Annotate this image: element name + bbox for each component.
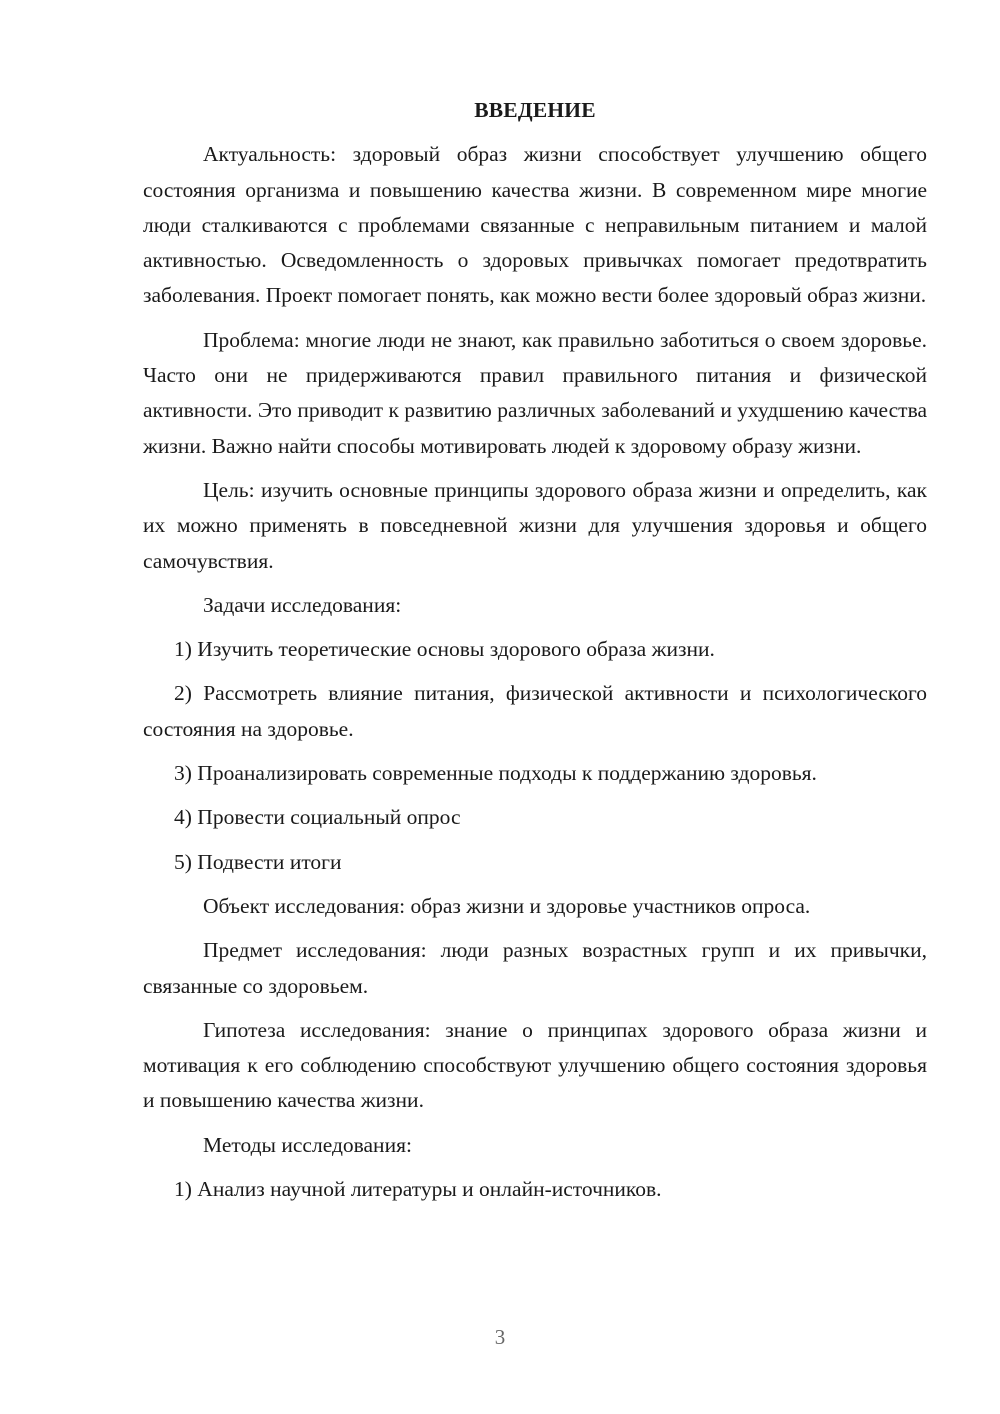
methods-heading: Методы исследования: [203,1132,412,1157]
hypothesis-paragraph: Гипотеза исследования: знание о принципах здорового образа жизни и мотивация к его соблюдению способствуют улучшению общего состояния здоровья и повышению качества жизни. [143,1017,927,1113]
relevance-paragraph: Актуальность: здоровый образ жизни способствует улучшению общего состояния организма и повышению качества жизни. В современном мире многие люди сталкиваются с проблемами связанные с неправильным питанием и малой активностью. Осведомленность о здоровых привычках помогает предотвратить заболевания. Проект помогает понять, как можно вести более здоровый образ жизни. [143,142,927,308]
task-number: 5) [174,849,192,874]
task-item-5 [143,845,927,880]
task-item-3 [143,756,927,791]
task-number: 1) [174,637,192,662]
tasks-heading: Задачи исследования: [203,592,402,617]
task-item-1 [143,632,927,667]
method-text: Анализ научной литературы и онлайн-источников. [197,1177,662,1202]
method-number: 1) [174,1177,192,1202]
page-title: ВВЕДЕНИЕ [474,98,596,122]
task-item-4 [143,800,927,835]
task-number: 2) [174,681,192,706]
page-number: 3 [494,1325,506,1349]
task-text: Провести социальный опрос [197,805,461,830]
task-number: 4) [174,805,192,830]
task-text: Подвести итоги [197,849,342,874]
goal-paragraph: Цель: изучить основные принципы здорового образа жизни и определить, как их можно применять в повседневной жизни для улучшения здоровья и общего самочувствия. [143,477,927,573]
method-item-1 [143,1172,927,1207]
subject-paragraph: Предмет исследования: люди разных возрастных групп и их привычки, связанные со здоровьем. [143,938,927,998]
object-paragraph: Объект исследования: образ жизни и здоровье участников опроса. [203,893,811,918]
task-text: Рассмотреть влияние питания, физической активности и психологического состояния на здоровье. [143,681,927,741]
task-text: Проанализировать современные подходы к поддержанию здоровья. [197,761,817,786]
task-number: 3) [174,761,192,786]
document-page [143,93,927,1216]
task-text: Изучить теоретические основы здорового образа жизни. [197,637,715,662]
task-item-2 [143,676,927,747]
problem-paragraph: Проблема: многие люди не знают, как правильно заботиться о своем здоровье. Часто они не придерживаются правил правильного питания и физической активности. Это приводит к развитию различных заболеваний и ухудшению качества жизни. Важно найти способы мотивировать людей к здоровому образу жизни. [143,327,927,458]
